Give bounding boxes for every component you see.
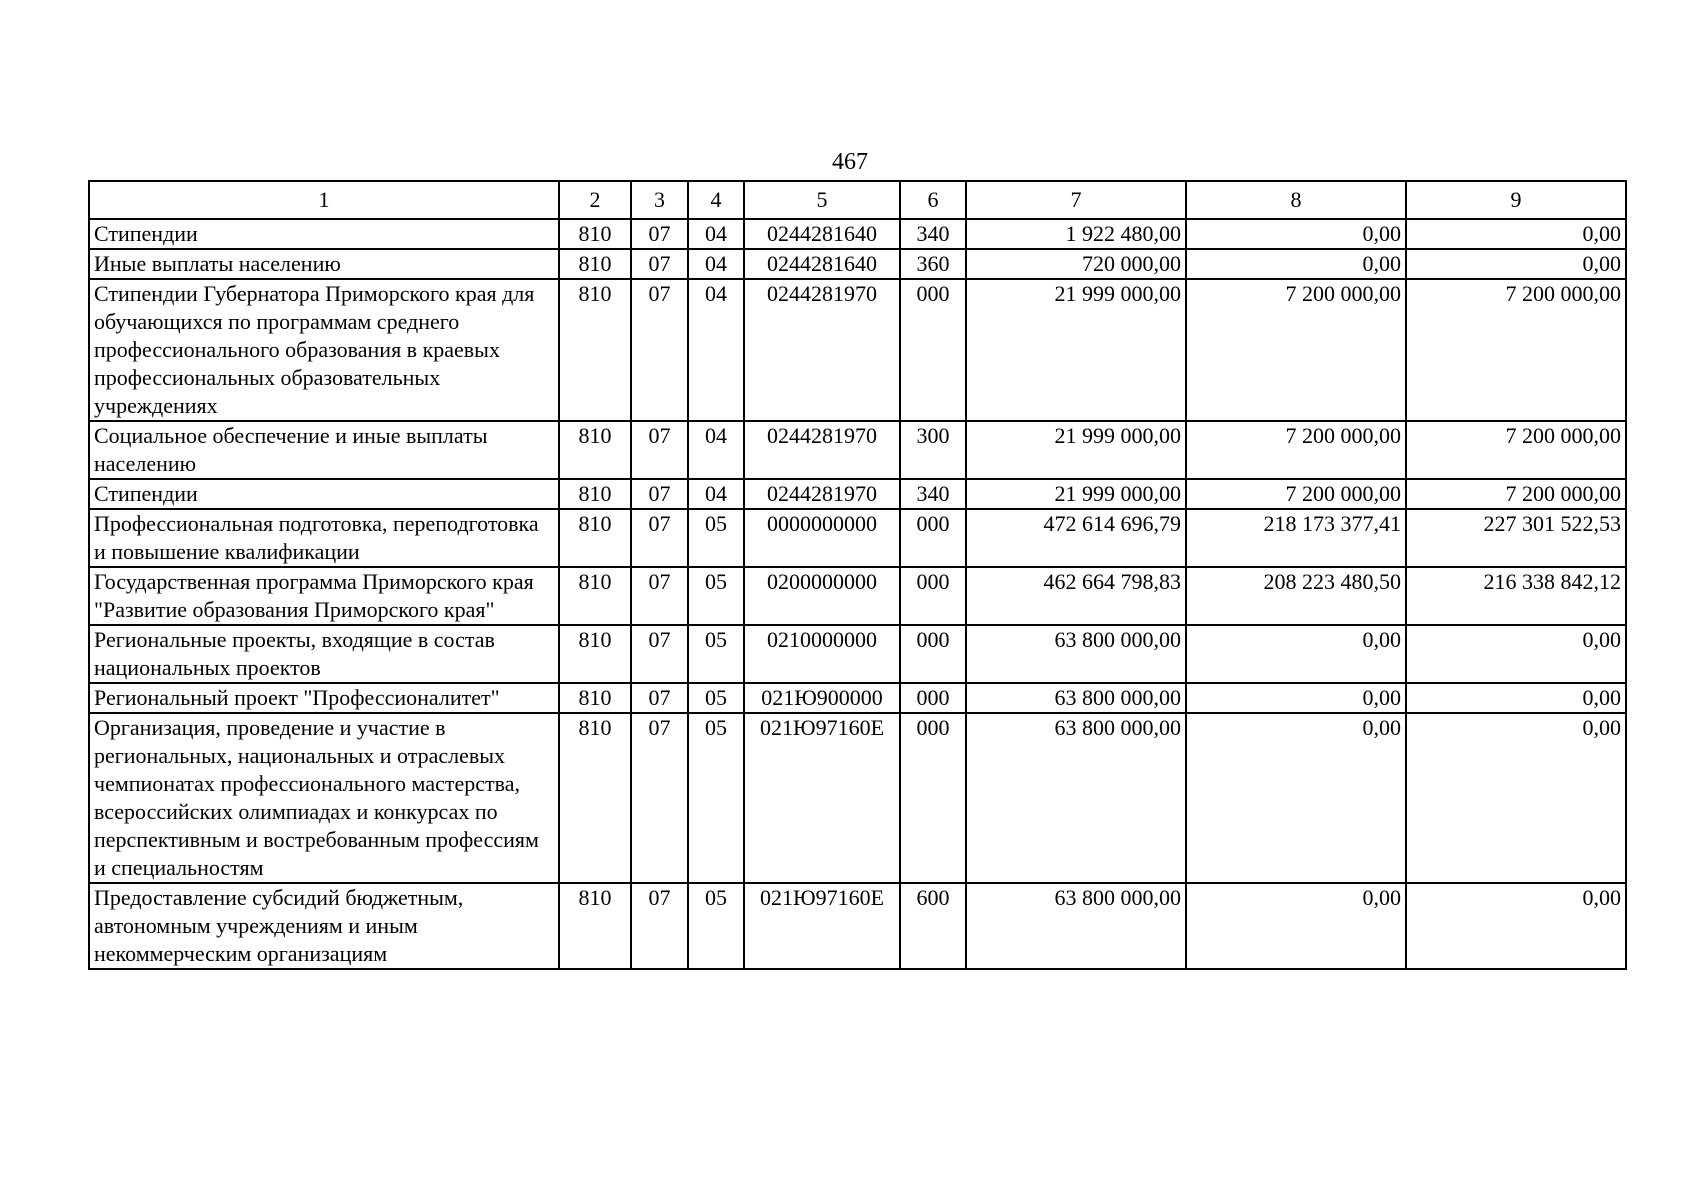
expense-type-code: 300 (900, 421, 966, 479)
target-article-code: 021Ю900000 (744, 683, 900, 713)
column-header: 4 (688, 181, 744, 219)
table-row (89, 625, 1626, 683)
target-article-code: 0244281970 (744, 479, 900, 509)
amount-col-7: 21 999 000,00 (966, 479, 1186, 509)
column-header: 6 (900, 181, 966, 219)
admin-code: 810 (559, 479, 631, 509)
target-article-code: 0000000000 (744, 509, 900, 567)
subsection-code: 05 (688, 883, 744, 969)
row-name: Стипендии Губернатора Приморского края для обучающихся по программам среднего профессионального образования в краевых профессиональных образовательных учреждениях (89, 279, 559, 421)
amount-col-9: 7 200 000,00 (1406, 421, 1626, 479)
row-name: Региональные проекты, входящие в состав национальных проектов (89, 625, 559, 683)
subsection-code: 05 (688, 567, 744, 625)
table-row (89, 567, 1626, 625)
admin-code: 810 (559, 219, 631, 249)
table-row (89, 479, 1626, 509)
amount-col-7: 63 800 000,00 (966, 625, 1186, 683)
target-article-code: 0244281970 (744, 421, 900, 479)
column-header: 1 (89, 181, 559, 219)
budget-table (88, 180, 1627, 970)
row-name: Стипендии (89, 479, 559, 509)
expense-type-code: 000 (900, 279, 966, 421)
section-code: 07 (631, 249, 688, 279)
column-header: 2 (559, 181, 631, 219)
amount-col-9: 0,00 (1406, 249, 1626, 279)
row-name: Государственная программа Приморского края "Развитие образования Приморского края" (89, 567, 559, 625)
subsection-code: 04 (688, 279, 744, 421)
amount-col-8: 208 223 480,50 (1186, 567, 1406, 625)
section-code: 07 (631, 479, 688, 509)
section-code: 07 (631, 421, 688, 479)
section-code: 07 (631, 713, 688, 883)
amount-col-9: 0,00 (1406, 625, 1626, 683)
column-header: 3 (631, 181, 688, 219)
row-name: Стипендии (89, 219, 559, 249)
admin-code: 810 (559, 421, 631, 479)
amount-col-8: 0,00 (1186, 625, 1406, 683)
amount-col-8: 0,00 (1186, 219, 1406, 249)
table-row (89, 421, 1626, 479)
subsection-code: 05 (688, 683, 744, 713)
column-header: 9 (1406, 181, 1626, 219)
target-article-code: 0200000000 (744, 567, 900, 625)
amount-col-9: 0,00 (1406, 713, 1626, 883)
amount-col-7: 63 800 000,00 (966, 683, 1186, 713)
amount-col-9: 0,00 (1406, 683, 1626, 713)
expense-type-code: 360 (900, 249, 966, 279)
section-code: 07 (631, 883, 688, 969)
amount-col-8: 7 200 000,00 (1186, 421, 1406, 479)
table-row (89, 683, 1626, 713)
subsection-code: 05 (688, 713, 744, 883)
subsection-code: 04 (688, 219, 744, 249)
amount-col-9: 0,00 (1406, 883, 1626, 969)
subsection-code: 05 (688, 509, 744, 567)
amount-col-8: 0,00 (1186, 883, 1406, 969)
section-code: 07 (631, 279, 688, 421)
target-article-code: 0244281640 (744, 219, 900, 249)
section-code: 07 (631, 683, 688, 713)
expense-type-code: 000 (900, 713, 966, 883)
table-row (89, 713, 1626, 883)
table-row (89, 883, 1626, 969)
expense-type-code: 000 (900, 625, 966, 683)
table-header-row (89, 181, 1626, 219)
expense-type-code: 000 (900, 567, 966, 625)
section-code: 07 (631, 567, 688, 625)
table-body (89, 219, 1626, 969)
table-row (89, 249, 1626, 279)
target-article-code: 0244281640 (744, 249, 900, 279)
subsection-code: 04 (688, 421, 744, 479)
admin-code: 810 (559, 249, 631, 279)
amount-col-7: 63 800 000,00 (966, 713, 1186, 883)
row-name: Предоставление субсидий бюджетным, автономным учреждениям и иным некоммерческим организациям (89, 883, 559, 969)
section-code: 07 (631, 625, 688, 683)
expense-type-code: 000 (900, 683, 966, 713)
amount-col-7: 21 999 000,00 (966, 421, 1186, 479)
amount-col-7: 63 800 000,00 (966, 883, 1186, 969)
admin-code: 810 (559, 683, 631, 713)
admin-code: 810 (559, 509, 631, 567)
amount-col-9: 227 301 522,53 (1406, 509, 1626, 567)
subsection-code: 04 (688, 249, 744, 279)
subsection-code: 04 (688, 479, 744, 509)
expense-type-code: 000 (900, 509, 966, 567)
admin-code: 810 (559, 713, 631, 883)
section-code: 07 (631, 219, 688, 249)
amount-col-8: 7 200 000,00 (1186, 479, 1406, 509)
amount-col-7: 472 614 696,79 (966, 509, 1186, 567)
amount-col-7: 21 999 000,00 (966, 279, 1186, 421)
row-name: Социальное обеспечение и иные выплаты населению (89, 421, 559, 479)
amount-col-8: 218 173 377,41 (1186, 509, 1406, 567)
subsection-code: 05 (688, 625, 744, 683)
table-row (89, 279, 1626, 421)
amount-col-8: 0,00 (1186, 249, 1406, 279)
amount-col-8: 0,00 (1186, 713, 1406, 883)
amount-col-8: 7 200 000,00 (1186, 279, 1406, 421)
page-number: 467 (832, 149, 868, 175)
amount-col-9: 7 200 000,00 (1406, 479, 1626, 509)
amount-col-9: 7 200 000,00 (1406, 279, 1626, 421)
table-row (89, 219, 1626, 249)
row-name: Иные выплаты населению (89, 249, 559, 279)
expense-type-code: 600 (900, 883, 966, 969)
admin-code: 810 (559, 567, 631, 625)
column-header: 5 (744, 181, 900, 219)
row-name: Организация, проведение и участие в региональных, национальных и отраслевых чемпионатах профессионального мастерства, всероссийских олимпиадах и конкурсах по перспективным и востребованным профессиям и специальностям (89, 713, 559, 883)
target-article-code: 0210000000 (744, 625, 900, 683)
target-article-code: 021Ю97160Е (744, 713, 900, 883)
admin-code: 810 (559, 883, 631, 969)
admin-code: 810 (559, 279, 631, 421)
amount-col-7: 462 664 798,83 (966, 567, 1186, 625)
expense-type-code: 340 (900, 479, 966, 509)
amount-col-7: 1 922 480,00 (966, 219, 1186, 249)
section-code: 07 (631, 509, 688, 567)
column-header: 7 (966, 181, 1186, 219)
target-article-code: 0244281970 (744, 279, 900, 421)
row-name: Профессиональная подготовка, переподготовка и повышение квалификации (89, 509, 559, 567)
row-name: Региональный проект "Профессионалитет" (89, 683, 559, 713)
admin-code: 810 (559, 625, 631, 683)
target-article-code: 021Ю97160Е (744, 883, 900, 969)
expense-type-code: 340 (900, 219, 966, 249)
amount-col-9: 0,00 (1406, 219, 1626, 249)
amount-col-9: 216 338 842,12 (1406, 567, 1626, 625)
column-header: 8 (1186, 181, 1406, 219)
table-row (89, 509, 1626, 567)
amount-col-8: 0,00 (1186, 683, 1406, 713)
amount-col-7: 720 000,00 (966, 249, 1186, 279)
